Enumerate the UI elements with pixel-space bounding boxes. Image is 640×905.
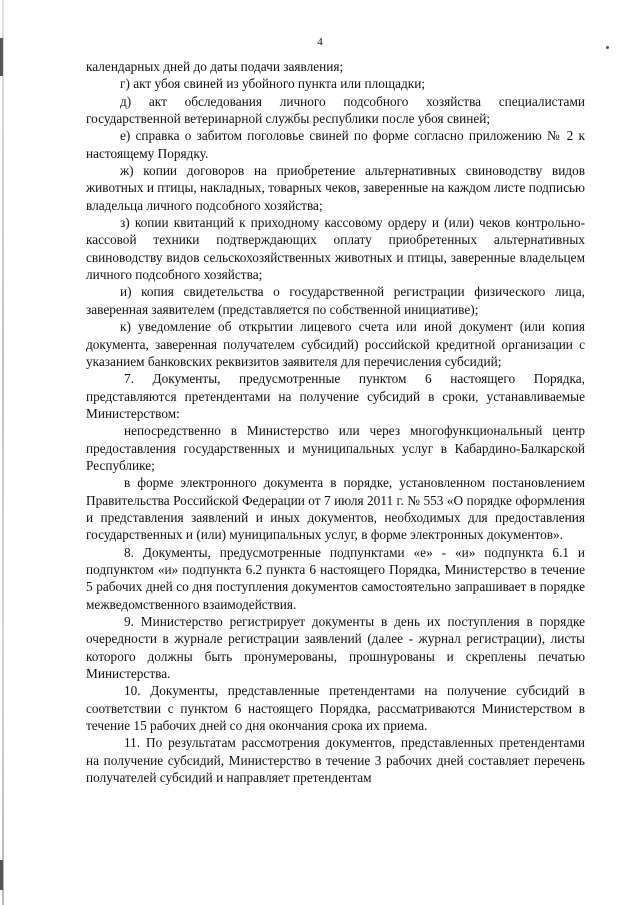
list-item-z: з) копии квитанций к приходному кассовому ордеру и (или) чеков контрольно-кассовой техники подтверждающих оплату приобретенных альтернативных свиноводству видов сельскохозяйственных животных и птицы, заверенные владельцем личного подсобного хозяйства; — [86, 215, 585, 283]
list-item-e: е) справка о забитом поголовье свиней по форме согласно приложению № 2 к настоящему Порядку. — [86, 128, 585, 161]
paragraph-continuation: календарных дней до даты подачи заявления; — [86, 59, 344, 74]
list-item-i: и) копия свидетельства о государственной регистрации физического лица, заверенная заявителем (представляется по собственной инициативе); — [86, 284, 585, 317]
paragraph-11: 11. По результатам рассмотрения документов, представленных претендентами на получение субсидий, Министерство в течение 3 рабочих дней составляет перечень получателей субсидий и направляет претендентам — [86, 735, 585, 786]
document-body — [86, 58, 585, 786]
paragraph-7: 7. Документы, предусмотренные пунктом 6 настоящего Порядка, представляются претендентами на получение субсидий в сроки, устанавливаемые Министерством: — [86, 371, 585, 421]
paragraph-7-option-direct: непосредственно в Министерство или через многофункциональный центр предоставления государственных и муниципальных услуг в Кабардино-Балкарской Республике; — [86, 423, 585, 473]
paragraph-8: 8. Документы, предусмотренные подпунктами «е» - «и» подпункта 6.1 и подпунктом «и» подпункта 6.2 пункта 6 настоящего Порядка, Министерство в течение 5 рабочих дней со дня поступления документов самостоятельно запрашивает в порядке межведомственного взаимодействия. — [86, 544, 585, 612]
list-item-d: д) акт обследования личного подсобного хозяйства специалистами государственной ветеринарной службы республики после убоя свиней; — [86, 93, 585, 127]
paragraph-10: 10. Документы, представленные претендентами на получение субсидий в соответствии с пунктом 6 настоящего Порядка, рассматриваются Министерством в течение 15 рабочих дней со дня окончания срока их приема. — [86, 683, 585, 734]
page-number: 4 — [317, 36, 323, 48]
list-item-zh: ж) копии договоров на приобретение альтернативных свиноводству видов животных и птицы, накладных, товарных чеков, заверенные на каждом листе подписью владельца личного подсобного хозяйства; — [86, 163, 585, 213]
scan-mark — [0, 860, 3, 890]
paragraph-9: 9. Министерство регистрирует документы в день их поступления в порядке очередности в журнале регистрации заявлений (далее - журнал регистрации), листы которого должны быть пронумерованы, прошнурованы и скреплены печатью Министерства. — [86, 614, 585, 682]
list-item-g: г) акт убоя свиней из убойного пункта или площадки; — [120, 76, 426, 92]
paragraph-7-option-electronic: в форме электронного документа в порядке, установленном постановлением Правительства Российской Федерации от 7 июля 2011 г. № 553 «О порядке оформления и представления заявлений и иных документов, необходимых для предоставления государственных и (или) муниципальных услуг, в форме электронных документов». — [86, 475, 585, 543]
scan-left-edge — [2, 0, 4, 905]
list-item-k: к) уведомление об открытии лицевого счета или иной документ (или копия документа, заверенная получателем субсидий) российской кредитной организации с указанием банковских реквизитов заявителя для перечисления субсидий; — [86, 319, 585, 369]
